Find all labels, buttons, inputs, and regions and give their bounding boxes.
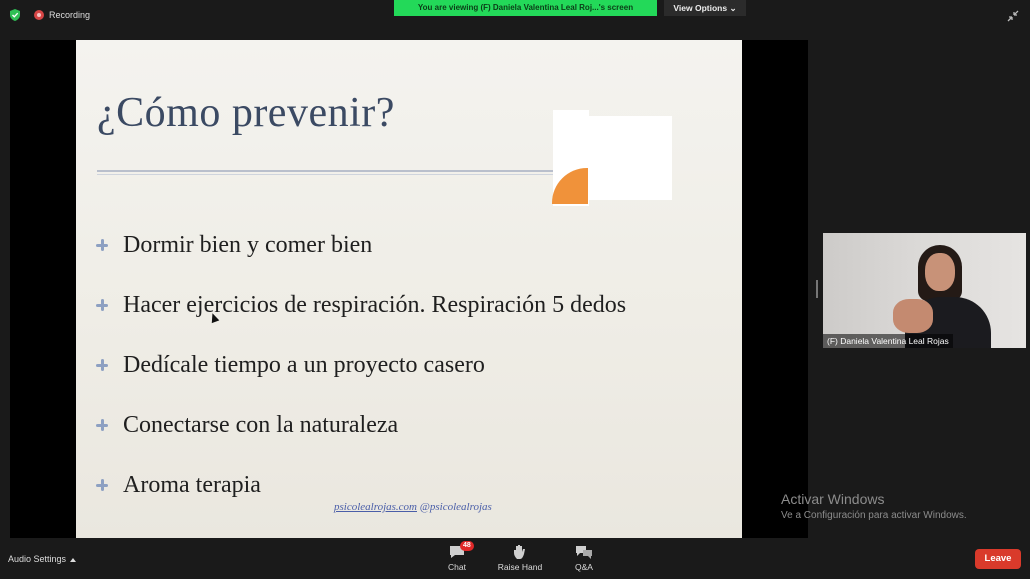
audio-settings-button[interactable] — [8, 554, 76, 564]
bottom-toolbar — [0, 540, 1030, 579]
bullet-item — [96, 215, 626, 275]
bullet-item — [96, 335, 626, 395]
slide-decoration-orange — [552, 168, 588, 204]
raise-hand-label: Raise Hand — [497, 562, 543, 572]
slide-decoration-white-box — [586, 116, 672, 200]
audio-settings-label: Audio Settings — [8, 554, 67, 564]
title-divider-thin — [97, 174, 555, 175]
title-divider — [97, 170, 555, 172]
top-bar — [0, 0, 1030, 30]
participant-video[interactable] — [823, 233, 1026, 348]
bullet-text: Aroma terapia — [123, 471, 261, 498]
chat-button[interactable] — [427, 544, 487, 572]
chevron-down-icon: ⌄ — [729, 3, 737, 13]
leave-button[interactable]: Leave — [975, 549, 1021, 569]
windows-activation-subtitle: Ve a Configuración para activar Windows. — [781, 510, 967, 521]
video-person-hands — [893, 299, 933, 333]
caret-up-icon — [70, 558, 76, 562]
recording-label: Recording — [49, 10, 91, 20]
recording-icon — [34, 10, 44, 20]
windows-activation-title: Activar Windows — [781, 491, 885, 507]
bullet-cross-icon — [96, 359, 108, 371]
bullet-cross-icon — [96, 419, 108, 431]
view-options-label: View Options — [673, 3, 728, 13]
video-person-face — [925, 253, 955, 291]
footer-handle: @psicolealrojas — [419, 501, 492, 513]
qa-button[interactable] — [554, 544, 614, 572]
slide-title: ¿Cómo prevenir? — [97, 90, 395, 136]
bullet-item — [96, 395, 626, 455]
bullet-list — [96, 215, 626, 515]
bullet-cross-icon — [96, 479, 108, 491]
qa-label: Q&A — [575, 562, 593, 572]
qa-icon — [575, 544, 593, 560]
participant-name: (F) Daniela Valentina Leal Rojas — [823, 334, 953, 348]
bullet-text: Dedícale tiempo a un proyecto casero — [123, 351, 485, 378]
exit-fullscreen-icon[interactable] — [1006, 9, 1020, 23]
shield-check-icon[interactable] — [9, 9, 21, 21]
view-options-button[interactable] — [664, 0, 746, 16]
raise-hand-icon — [511, 544, 529, 560]
bullet-item — [96, 275, 626, 335]
presentation-slide — [76, 40, 742, 538]
bullet-text: Dormir bien y comer bien — [123, 231, 373, 258]
bullet-text: Conectarse con la naturaleza — [123, 411, 399, 438]
bullet-cross-icon — [96, 299, 108, 311]
chat-badge: 48 — [460, 541, 474, 551]
footer-link[interactable]: psicolealrojas.com — [334, 501, 417, 513]
shared-screen-area — [10, 40, 808, 538]
viewing-screen-banner: You are viewing (F) Daniela Valentina Leal Roj...'s screen — [394, 0, 657, 16]
raise-hand-button[interactable] — [490, 544, 550, 572]
slide-footer — [334, 501, 492, 513]
bullet-text: Hacer ejercicios de respiración. Respiración 5 dedos — [123, 291, 627, 318]
chat-label: Chat — [448, 562, 466, 572]
bullet-cross-icon — [96, 239, 108, 251]
recording-indicator[interactable] — [34, 10, 90, 20]
panel-resize-handle[interactable] — [816, 280, 818, 298]
